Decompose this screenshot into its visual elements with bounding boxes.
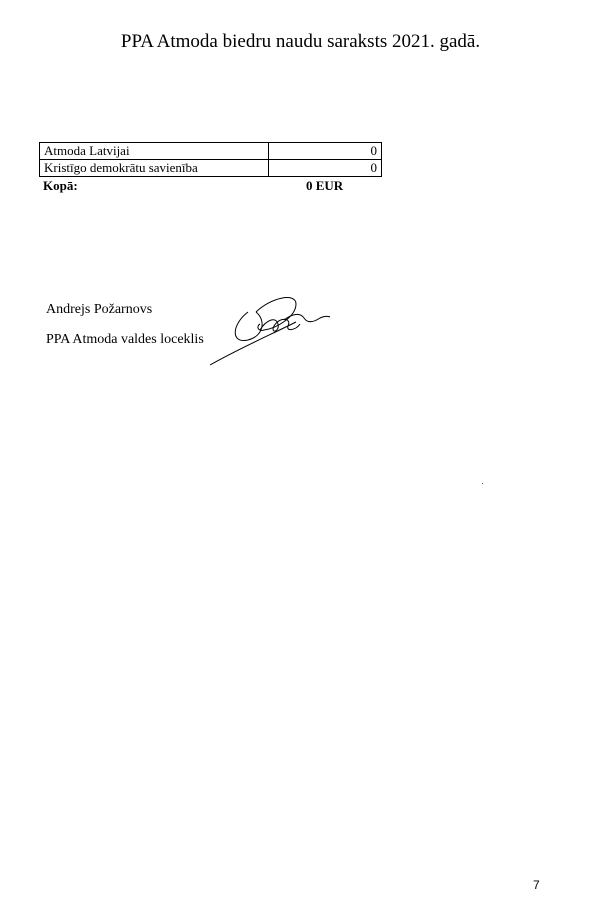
table-row bbox=[40, 143, 382, 160]
membership-fees-table bbox=[39, 142, 382, 177]
signer-name: Andrejs Požarnovs bbox=[46, 302, 153, 317]
signer-role: PPA Atmoda valdes loceklis bbox=[46, 332, 204, 347]
page-number: 7 bbox=[533, 878, 540, 892]
row-value: 0 bbox=[269, 160, 382, 177]
total-value: 0 EUR bbox=[306, 178, 344, 193]
row-name: Atmoda Latvijai bbox=[40, 143, 269, 160]
stray-mark bbox=[482, 483, 483, 484]
page-title: PPA Atmoda biedru naudu saraksts 2021. gadā. bbox=[120, 31, 481, 52]
handwritten-signature bbox=[200, 290, 340, 370]
total-label: Kopā: bbox=[43, 178, 78, 193]
row-name: Kristīgo demokrātu savienība bbox=[40, 160, 269, 177]
row-value: 0 bbox=[269, 143, 382, 160]
table-row bbox=[40, 160, 382, 177]
